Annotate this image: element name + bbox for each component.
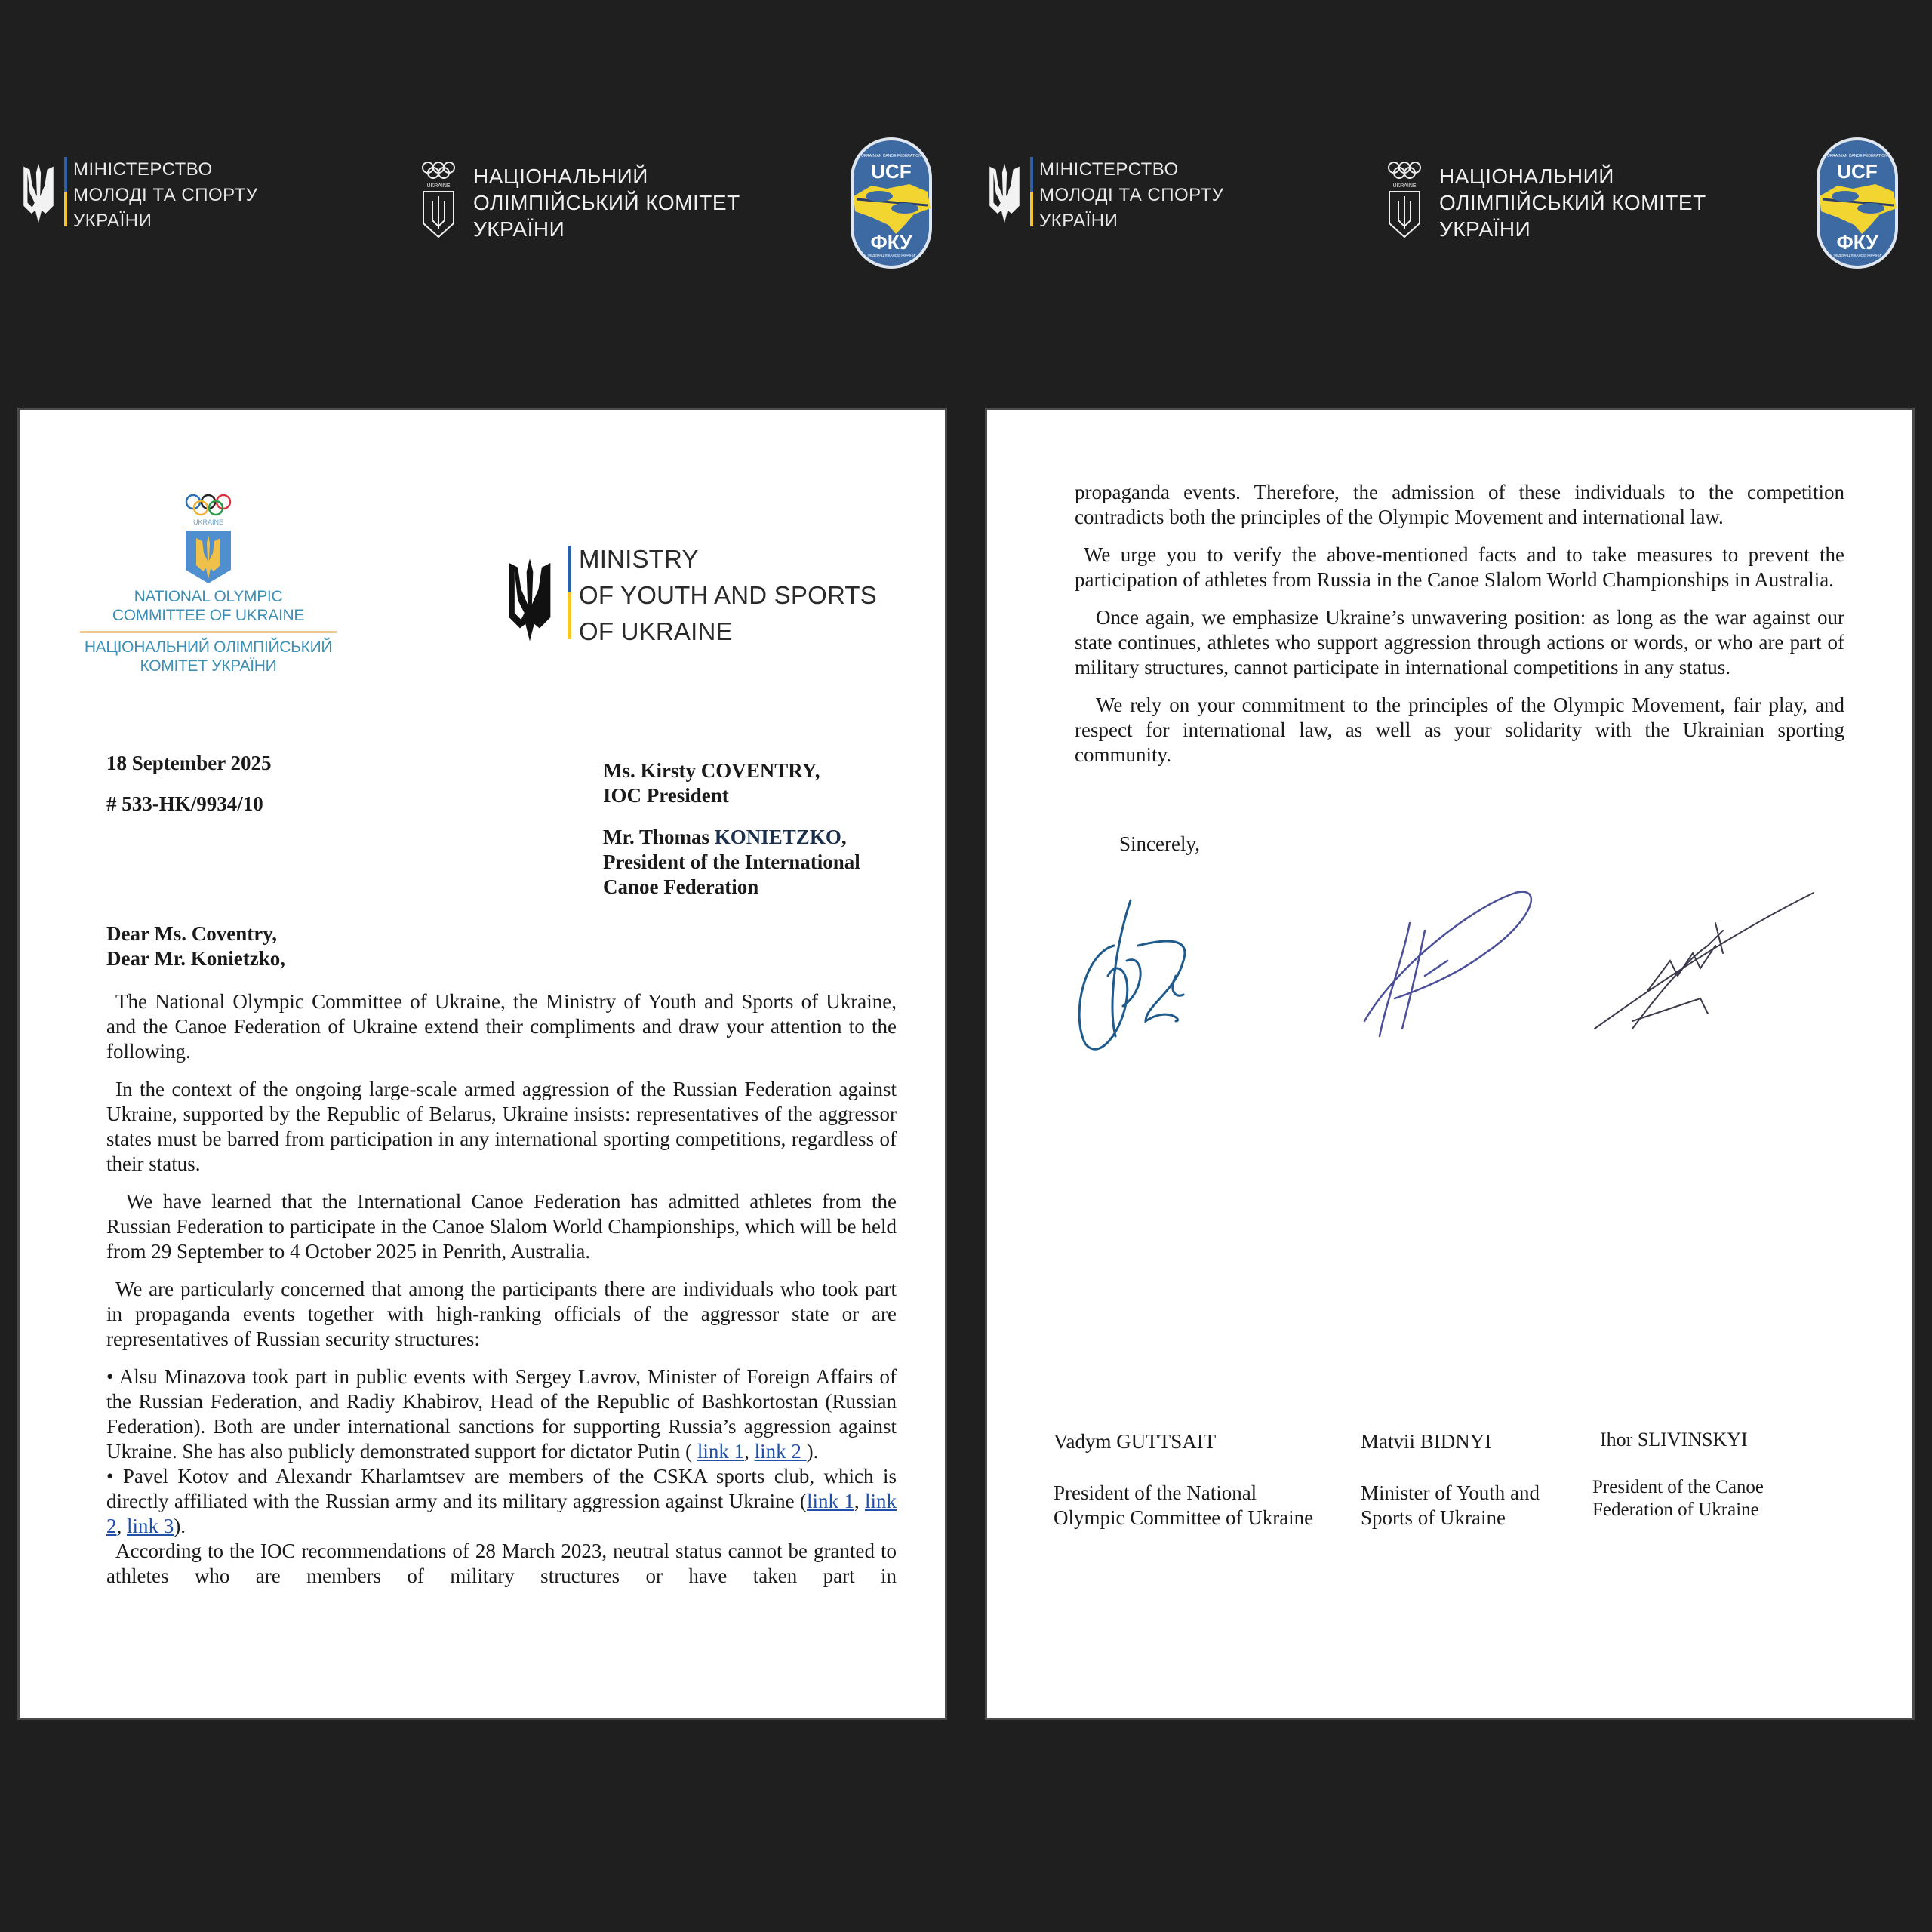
salutation-line: Dear Ms. Coventry, bbox=[106, 922, 277, 945]
body-paragraph: We urge you to verify the above-mentioned facts and to take measures to prevent the participation of athletes from Russia in the Canoe Slalom World Championships in Australia. bbox=[1075, 543, 1844, 591]
recipient-1-name: Ms. Kirsty COVENTRY, bbox=[603, 759, 820, 782]
signature-slivinskyi bbox=[1587, 878, 1821, 1044]
signatory-3-title: President of the Canoe Federation of Ukraine bbox=[1592, 1477, 1764, 1520]
noc-banner-logo bbox=[1385, 160, 1706, 242]
ministry-banner-line: МІНІСТЕРСТВО bbox=[1039, 159, 1179, 180]
ministry-banner-logo bbox=[985, 157, 1224, 234]
ministry-banner-line: УКРАЇНИ bbox=[1039, 211, 1118, 231]
salutation bbox=[106, 921, 285, 971]
ucf-bottom: ФКУ bbox=[1836, 231, 1878, 254]
body-paragraph: In the context of the ongoing large-scale armed aggression of the Russian Federation against Ukraine, supported by the Republic of Belarus, Ukraine insists: representatives of the aggressor states must be barred from participation in any international sporting competitions, regardless of their status. bbox=[106, 1078, 897, 1175]
signatory-1-name: Vadym GUTTSAIT bbox=[1054, 1430, 1217, 1453]
link-1[interactable]: link 1 bbox=[697, 1440, 745, 1463]
header-banner-left bbox=[0, 121, 966, 287]
salutation-line: Dear Mr. Konietzko, bbox=[106, 947, 285, 970]
ministry-line: MINISTRY bbox=[579, 545, 699, 573]
recipient-2-title: President of the International bbox=[603, 851, 860, 873]
recipient-1-title: IOC President bbox=[603, 784, 729, 807]
letter-page-2 bbox=[987, 410, 1912, 1718]
signatory-2-name: Matvii BIDNYI bbox=[1361, 1430, 1492, 1453]
ministry-banner-line: МОЛОДІ ТА СПОРТУ bbox=[73, 185, 258, 205]
body-paragraph: According to the IOC recommendations of 28 March 2023, neutral status cannot be granted to athletes who are members of military structures or have taken part in bbox=[106, 1540, 897, 1587]
noc-banner-line: УКРАЇНИ bbox=[1439, 217, 1531, 241]
olympic-rings-shield-icon bbox=[178, 493, 238, 583]
ministry-letterhead-logo bbox=[503, 546, 877, 650]
bullet-item-minazova: • Alsu Minazova took part in public events with Sergey Lavrov, Minister of Foreign Affairs of the Russian Federation, and Radiy Khabirov, Head of the Republic of Bashkortostan (Russian Federation). Both are under international sanctions for supporting Russia’s aggression against Ukraine. She has also publicly demonstrated support for dictator Putin ( link 1, link 2 ). bbox=[106, 1365, 897, 1463]
noc-banner-line: ОЛІМПІЙСЬКИЙ КОМІТЕТ bbox=[1439, 191, 1706, 214]
ucf-badge-icon bbox=[849, 136, 934, 270]
tryzub-icon bbox=[985, 162, 1024, 225]
link-2[interactable]: link 2 bbox=[754, 1440, 807, 1463]
sign-off: Sincerely, bbox=[1119, 832, 1200, 855]
signature-bidnyi bbox=[1349, 878, 1546, 1044]
body-paragraph: Once again, we emphasize Ukraine’s unwavering position: as long as the war against our state continues, athletes who support aggression through actions or words, or who are part of military structures, cannot participate in international competitions in any status. bbox=[1075, 606, 1844, 678]
noc-banner-logo bbox=[419, 160, 740, 242]
noc-ua-line: КОМІТЕТ УКРАЇНИ bbox=[140, 657, 277, 675]
body-paragraph: The National Olympic Committee of Ukraine, the Ministry of Youth and Sports of Ukraine, and the Canoe Federation of Ukraine extend their compliments and draw your attention to the following. bbox=[106, 990, 897, 1063]
ucf-top-small: UKRAINIAN CANOE FEDERATION bbox=[861, 154, 921, 158]
noc-banner-line: НАЦІОНАЛЬНИЙ bbox=[1439, 165, 1614, 188]
noc-banner-line: НАЦІОНАЛЬНИЙ bbox=[473, 165, 648, 188]
olympic-shield-icon bbox=[419, 160, 458, 238]
ministry-banner-logo bbox=[19, 157, 258, 234]
recipient-2-name: Mr. Thomas KONIETZKO, bbox=[603, 826, 847, 848]
body-paragraph: We have learned that the International Canoe Federation has admitted athletes from the Russian Federation to participate in the Canoe Slalom World Championships, which will be held from 29 September to 4 October 2025 in Penrith, Australia. bbox=[106, 1190, 897, 1263]
letter-page-1 bbox=[20, 410, 945, 1718]
letter-date: 18 September 2025 bbox=[106, 752, 272, 774]
ucf-bottom: ФКУ bbox=[870, 231, 912, 254]
link-1[interactable]: link 1 bbox=[806, 1490, 854, 1512]
body-paragraph: propaganda events. Therefore, the admission of these individuals to the competition contradicts both the principles of the Olympic Movement and international law. bbox=[1075, 481, 1844, 528]
noc-ukraine-label: UKRAINE bbox=[192, 518, 224, 526]
link-3[interactable]: link 3 bbox=[127, 1515, 174, 1537]
noc-banner-line: ОЛІМПІЙСЬКИЙ КОМІТЕТ bbox=[473, 191, 740, 214]
ucf-top-small: UKRAINIAN CANOE FEDERATION bbox=[1827, 154, 1887, 158]
signatory-3-name: Ihor SLIVINSKYI bbox=[1600, 1429, 1748, 1451]
ministry-banner-line: УКРАЇНИ bbox=[73, 211, 152, 231]
ministry-banner-line: МОЛОДІ ТА СПОРТУ bbox=[1039, 185, 1224, 205]
ministry-line: OF YOUTH AND SPORTS bbox=[579, 581, 877, 609]
tryzub-icon bbox=[503, 556, 557, 644]
link-2[interactable]: link 2 bbox=[106, 1490, 897, 1537]
bullet-item-kotov-kharlamtsev: • Pavel Kotov and Alexandr Kharlamtsev are members of the CSKA sports club, which is directly affiliated with the Russian army and its military aggression against Ukraine (link 1, link 2, link 3). bbox=[106, 1465, 897, 1537]
body-paragraph: We rely on your commitment to the principles of the Olympic Movement, fair play, and respect for international law, as well as your solidarity with the Ukrainian sporting community. bbox=[1075, 694, 1844, 766]
tryzub-icon bbox=[19, 162, 58, 225]
ucf-top: UCF bbox=[871, 160, 912, 183]
noc-en-line: COMMITTEE OF UKRAINE bbox=[112, 607, 305, 624]
signature-guttsait bbox=[1070, 893, 1259, 1059]
letter-body bbox=[106, 989, 897, 1589]
divider bbox=[80, 631, 337, 633]
header-banner-right bbox=[966, 121, 1932, 287]
noc-emblem-label: UKRAINE bbox=[426, 183, 451, 189]
flag-bar bbox=[64, 157, 67, 226]
signatory-2-title: Minister of Youth and Sports of Ukraine bbox=[1361, 1481, 1540, 1529]
olympic-shield-icon bbox=[1385, 160, 1424, 238]
noc-emblem-label: UKRAINE bbox=[1392, 183, 1417, 189]
flag-bar bbox=[568, 546, 571, 639]
ministry-banner-line: МІНІСТЕРСТВО bbox=[73, 159, 213, 180]
noc-banner-line: УКРАЇНИ bbox=[473, 217, 565, 241]
recipient-2-org: Canoe Federation bbox=[603, 875, 759, 898]
ucf-badge-icon bbox=[1815, 136, 1900, 270]
letter-body-continued bbox=[1075, 480, 1844, 780]
noc-letterhead-logo bbox=[80, 493, 337, 675]
noc-ua-line: НАЦІОНАЛЬНИЙ ОЛІМПІЙСЬКИЙ bbox=[84, 638, 333, 656]
recipients-block bbox=[603, 758, 860, 900]
ministry-line: OF UKRAINE bbox=[579, 617, 733, 645]
recipient-2-surname: KONIETZKO bbox=[714, 826, 841, 848]
body-paragraph: We are particularly concerned that among the participants there are individuals who took part in propaganda events together with high-ranking officials of the aggressor state or are representatives of Russian security structures: bbox=[106, 1278, 897, 1350]
signatory-1-title: President of the National Olympic Committee of Ukraine bbox=[1054, 1481, 1314, 1529]
flag-bar bbox=[1030, 157, 1033, 226]
ucf-top: UCF bbox=[1837, 160, 1878, 183]
ucf-bottom-small: ФЕДЕРАЦІЯ КАНОЕ УКРАЇНИ bbox=[1833, 254, 1881, 257]
letter-reference: # 533-HK/9934/10 bbox=[106, 792, 263, 815]
ucf-bottom-small: ФЕДЕРАЦІЯ КАНОЕ УКРАЇНИ bbox=[867, 254, 915, 257]
noc-en-line: NATIONAL OLYMPIC bbox=[134, 588, 283, 605]
